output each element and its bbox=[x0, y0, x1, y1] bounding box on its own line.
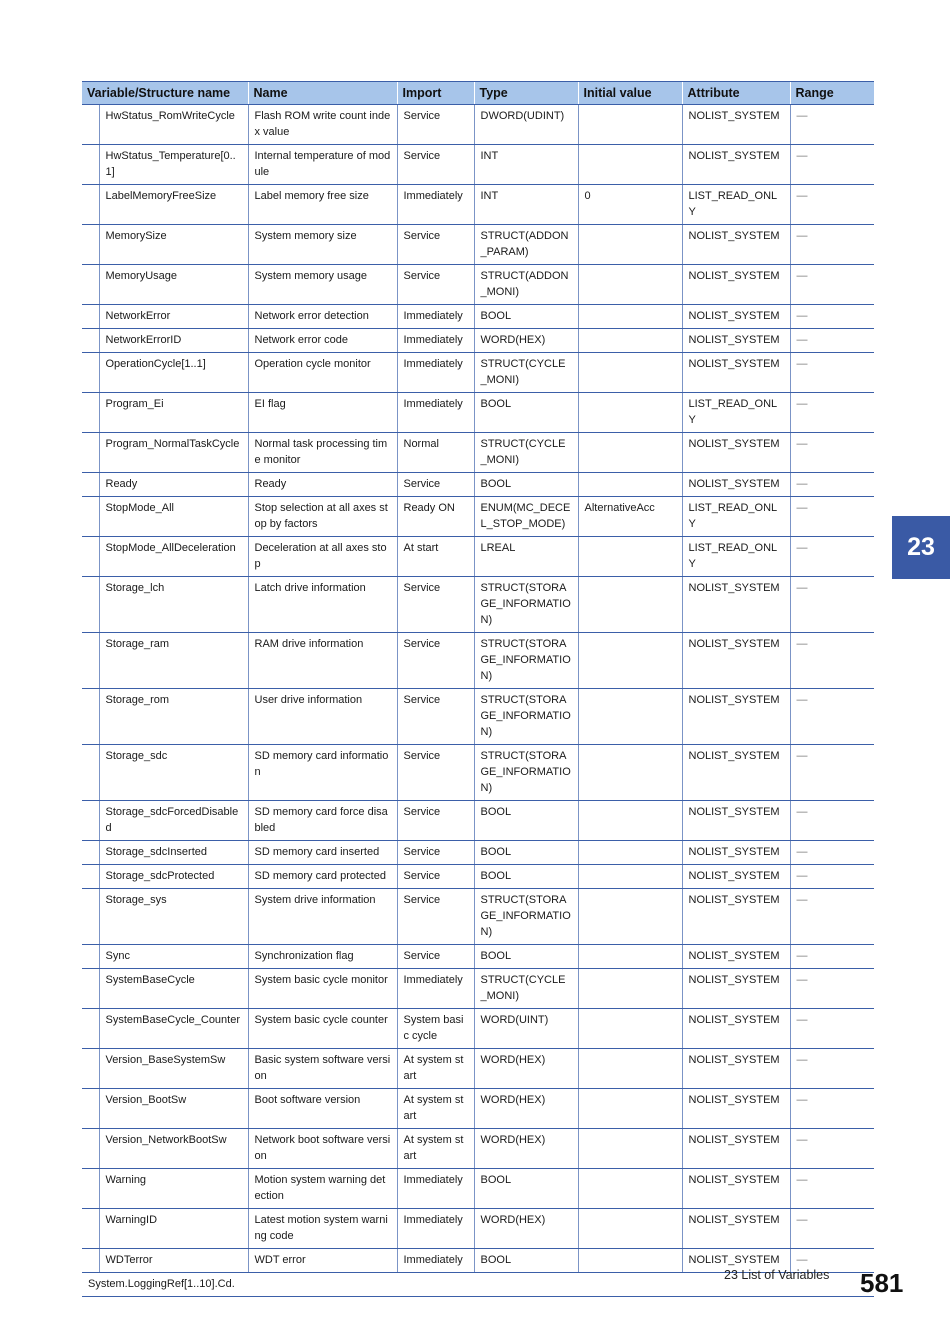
cell-initial-value bbox=[578, 145, 682, 185]
cell-import: At system start bbox=[397, 1089, 474, 1129]
cell-type: BOOL bbox=[474, 801, 578, 841]
cell-variable-name: Version_BaseSystemSw bbox=[99, 1049, 248, 1089]
row-indent bbox=[82, 1129, 99, 1169]
cell-import: Service bbox=[397, 745, 474, 801]
cell-initial-value: 0 bbox=[578, 185, 682, 225]
cell-variable-name: Program_Ei bbox=[99, 393, 248, 433]
cell-type: STRUCT(CYCLE_MONI) bbox=[474, 969, 578, 1009]
table-row bbox=[82, 145, 874, 185]
cell-initial-value bbox=[578, 353, 682, 393]
row-indent bbox=[82, 1009, 99, 1049]
cell-name: Internal temperature of module bbox=[248, 145, 397, 185]
cell-variable-name: Storage_lch bbox=[99, 577, 248, 633]
cell-import: Service bbox=[397, 689, 474, 745]
cell-import: Service bbox=[397, 473, 474, 497]
table-header-row bbox=[82, 82, 874, 105]
row-indent bbox=[82, 577, 99, 633]
cell-name: Stop selection at all axes stop by factors bbox=[248, 497, 397, 537]
cell-variable-name: SystemBaseCycle bbox=[99, 969, 248, 1009]
cell-type: BOOL bbox=[474, 865, 578, 889]
cell-type: WORD(HEX) bbox=[474, 1049, 578, 1089]
cell-initial-value bbox=[578, 433, 682, 473]
table-row bbox=[82, 393, 874, 433]
cell-name: SD memory card inserted bbox=[248, 841, 397, 865]
cell-initial-value bbox=[578, 537, 682, 577]
row-indent bbox=[82, 265, 99, 305]
cell-range: — bbox=[790, 889, 874, 945]
row-indent bbox=[82, 1249, 99, 1273]
cell-variable-name: NetworkError bbox=[99, 305, 248, 329]
cell-import: At system start bbox=[397, 1049, 474, 1089]
row-indent bbox=[82, 633, 99, 689]
cell-initial-value bbox=[578, 105, 682, 145]
cell-attribute: NOLIST_SYSTEM bbox=[682, 225, 790, 265]
cell-initial-value bbox=[578, 1249, 682, 1273]
cell-initial-value bbox=[578, 393, 682, 433]
cell-import: Normal bbox=[397, 433, 474, 473]
cell-type: BOOL bbox=[474, 305, 578, 329]
cell-import: Immediately bbox=[397, 329, 474, 353]
cell-type: BOOL bbox=[474, 945, 578, 969]
cell-initial-value: AlternativeAcc bbox=[578, 497, 682, 537]
cell-attribute: LIST_READ_ONLY bbox=[682, 185, 790, 225]
cell-attribute: NOLIST_SYSTEM bbox=[682, 633, 790, 689]
cell-type: STRUCT(STORAGE_INFORMATION) bbox=[474, 577, 578, 633]
cell-type: LREAL bbox=[474, 537, 578, 577]
table-body bbox=[82, 105, 874, 1273]
table-row bbox=[82, 473, 874, 497]
row-indent bbox=[82, 1209, 99, 1249]
cell-attribute: NOLIST_SYSTEM bbox=[682, 865, 790, 889]
cell-name: Normal task processing time monitor bbox=[248, 433, 397, 473]
cell-attribute: NOLIST_SYSTEM bbox=[682, 145, 790, 185]
cell-import: Service bbox=[397, 865, 474, 889]
row-indent bbox=[82, 1169, 99, 1209]
cell-variable-name: OperationCycle[1..1] bbox=[99, 353, 248, 393]
row-indent bbox=[82, 105, 99, 145]
cell-import: At start bbox=[397, 537, 474, 577]
cell-name: Network error code bbox=[248, 329, 397, 353]
footer-chapter-title: 23 List of Variables bbox=[724, 1268, 830, 1282]
cell-import: Service bbox=[397, 945, 474, 969]
row-indent bbox=[82, 865, 99, 889]
cell-import: Immediately bbox=[397, 353, 474, 393]
row-indent bbox=[82, 305, 99, 329]
cell-type: ENUM(MC_DECEL_STOP_MODE) bbox=[474, 497, 578, 537]
cell-variable-name: Program_NormalTaskCycle bbox=[99, 433, 248, 473]
cell-type: BOOL bbox=[474, 841, 578, 865]
table-row bbox=[82, 689, 874, 745]
row-indent bbox=[82, 945, 99, 969]
table-row bbox=[82, 353, 874, 393]
cell-initial-value bbox=[578, 745, 682, 801]
cell-import: Service bbox=[397, 889, 474, 945]
cell-import: Immediately bbox=[397, 393, 474, 433]
table-row bbox=[82, 433, 874, 473]
cell-import: Service bbox=[397, 265, 474, 305]
cell-range: — bbox=[790, 1129, 874, 1169]
table-row bbox=[82, 265, 874, 305]
cell-name: Boot software version bbox=[248, 1089, 397, 1129]
cell-range: — bbox=[790, 185, 874, 225]
cell-variable-name: Storage_sys bbox=[99, 889, 248, 945]
cell-variable-name: Version_BootSw bbox=[99, 1089, 248, 1129]
row-indent bbox=[82, 801, 99, 841]
cell-variable-name: SystemBaseCycle_Counter bbox=[99, 1009, 248, 1049]
cell-initial-value bbox=[578, 473, 682, 497]
header-type: Type bbox=[474, 82, 578, 105]
cell-attribute: NOLIST_SYSTEM bbox=[682, 329, 790, 353]
cell-initial-value bbox=[578, 577, 682, 633]
cell-name: System drive information bbox=[248, 889, 397, 945]
cell-attribute: NOLIST_SYSTEM bbox=[682, 473, 790, 497]
chapter-tab: 23 bbox=[892, 516, 950, 579]
cell-initial-value bbox=[578, 1129, 682, 1169]
cell-import: Immediately bbox=[397, 305, 474, 329]
cell-name: EI flag bbox=[248, 393, 397, 433]
cell-attribute: NOLIST_SYSTEM bbox=[682, 801, 790, 841]
cell-range: — bbox=[790, 841, 874, 865]
cell-variable-name: MemorySize bbox=[99, 225, 248, 265]
row-indent bbox=[82, 745, 99, 801]
cell-type: BOOL bbox=[474, 393, 578, 433]
cell-name: System memory size bbox=[248, 225, 397, 265]
table-row bbox=[82, 1009, 874, 1049]
cell-range: — bbox=[790, 145, 874, 185]
cell-type: INT bbox=[474, 185, 578, 225]
cell-initial-value bbox=[578, 305, 682, 329]
cell-type: STRUCT(CYCLE_MONI) bbox=[474, 433, 578, 473]
cell-range: — bbox=[790, 329, 874, 353]
cell-range: — bbox=[790, 969, 874, 1009]
cell-import: Service bbox=[397, 633, 474, 689]
row-indent bbox=[82, 145, 99, 185]
cell-variable-name: Storage_rom bbox=[99, 689, 248, 745]
cell-type: STRUCT(ADDON_MONI) bbox=[474, 265, 578, 305]
cell-variable-name: Sync bbox=[99, 945, 248, 969]
cell-import: Immediately bbox=[397, 969, 474, 1009]
cell-attribute: LIST_READ_ONLY bbox=[682, 393, 790, 433]
cell-range: — bbox=[790, 433, 874, 473]
cell-range: — bbox=[790, 865, 874, 889]
table-row bbox=[82, 1049, 874, 1089]
cell-import: System basic cycle bbox=[397, 1009, 474, 1049]
table-row bbox=[82, 225, 874, 265]
cell-name: System memory usage bbox=[248, 265, 397, 305]
cell-variable-name: Ready bbox=[99, 473, 248, 497]
cell-name: Deceleration at all axes stop bbox=[248, 537, 397, 577]
row-indent bbox=[82, 689, 99, 745]
cell-attribute: NOLIST_SYSTEM bbox=[682, 105, 790, 145]
table-row bbox=[82, 633, 874, 689]
cell-range: — bbox=[790, 1249, 874, 1273]
cell-import: Ready ON bbox=[397, 497, 474, 537]
row-indent bbox=[82, 433, 99, 473]
table-row bbox=[82, 945, 874, 969]
cell-name: SD memory card information bbox=[248, 745, 397, 801]
cell-import: Service bbox=[397, 225, 474, 265]
cell-variable-name: LabelMemoryFreeSize bbox=[99, 185, 248, 225]
row-indent bbox=[82, 889, 99, 945]
cell-name: Latch drive information bbox=[248, 577, 397, 633]
table-row bbox=[82, 745, 874, 801]
cell-initial-value bbox=[578, 689, 682, 745]
cell-variable-name: Warning bbox=[99, 1169, 248, 1209]
cell-attribute: NOLIST_SYSTEM bbox=[682, 1129, 790, 1169]
cell-attribute: NOLIST_SYSTEM bbox=[682, 1089, 790, 1129]
cell-attribute: NOLIST_SYSTEM bbox=[682, 1169, 790, 1209]
cell-variable-name: Storage_sdcProtected bbox=[99, 865, 248, 889]
cell-attribute: NOLIST_SYSTEM bbox=[682, 1209, 790, 1249]
cell-name: User drive information bbox=[248, 689, 397, 745]
table-row bbox=[82, 889, 874, 945]
cell-import: At system start bbox=[397, 1129, 474, 1169]
cell-range: — bbox=[790, 265, 874, 305]
row-indent bbox=[82, 497, 99, 537]
cell-range: — bbox=[790, 473, 874, 497]
cell-name: Flash ROM write count index value bbox=[248, 105, 397, 145]
cell-attribute: NOLIST_SYSTEM bbox=[682, 969, 790, 1009]
row-indent bbox=[82, 537, 99, 577]
table-row bbox=[82, 305, 874, 329]
row-indent bbox=[82, 329, 99, 353]
cell-initial-value bbox=[578, 969, 682, 1009]
cell-range: — bbox=[790, 577, 874, 633]
cell-attribute: NOLIST_SYSTEM bbox=[682, 945, 790, 969]
cell-initial-value bbox=[578, 265, 682, 305]
cell-attribute: NOLIST_SYSTEM bbox=[682, 689, 790, 745]
header-range: Range bbox=[790, 82, 874, 105]
cell-range: — bbox=[790, 353, 874, 393]
cell-attribute: NOLIST_SYSTEM bbox=[682, 1049, 790, 1089]
cell-name: Label memory free size bbox=[248, 185, 397, 225]
cell-name: Latest motion system warning code bbox=[248, 1209, 397, 1249]
cell-range: — bbox=[790, 1049, 874, 1089]
table-row bbox=[82, 185, 874, 225]
table-row bbox=[82, 1089, 874, 1129]
cell-variable-name: StopMode_All bbox=[99, 497, 248, 537]
cell-variable-name: Storage_sdcInserted bbox=[99, 841, 248, 865]
cell-variable-name: MemoryUsage bbox=[99, 265, 248, 305]
cell-name: WDT error bbox=[248, 1249, 397, 1273]
cell-variable-name: WDTerror bbox=[99, 1249, 248, 1273]
row-indent bbox=[82, 353, 99, 393]
cell-name: Network error detection bbox=[248, 305, 397, 329]
cell-type: BOOL bbox=[474, 1249, 578, 1273]
table-row bbox=[82, 865, 874, 889]
cell-variable-name: HwStatus_RomWriteCycle bbox=[99, 105, 248, 145]
cell-range: — bbox=[790, 745, 874, 801]
row-indent bbox=[82, 185, 99, 225]
cell-range: — bbox=[790, 497, 874, 537]
cell-attribute: LIST_READ_ONLY bbox=[682, 537, 790, 577]
cell-range: — bbox=[790, 633, 874, 689]
header-initial-value: Initial value bbox=[578, 82, 682, 105]
cell-attribute: NOLIST_SYSTEM bbox=[682, 1249, 790, 1273]
cell-name: Ready bbox=[248, 473, 397, 497]
cell-range: — bbox=[790, 305, 874, 329]
cell-import: Immediately bbox=[397, 185, 474, 225]
cell-attribute: NOLIST_SYSTEM bbox=[682, 745, 790, 801]
cell-range: — bbox=[790, 225, 874, 265]
cell-name: Network boot software version bbox=[248, 1129, 397, 1169]
cell-initial-value bbox=[578, 801, 682, 841]
cell-initial-value bbox=[578, 1209, 682, 1249]
cell-initial-value bbox=[578, 865, 682, 889]
row-indent bbox=[82, 473, 99, 497]
cell-import: Immediately bbox=[397, 1209, 474, 1249]
cell-initial-value bbox=[578, 945, 682, 969]
cell-range: — bbox=[790, 1209, 874, 1249]
cell-name: Basic system software version bbox=[248, 1049, 397, 1089]
cell-variable-name: HwStatus_Temperature[0..1] bbox=[99, 145, 248, 185]
row-indent bbox=[82, 1049, 99, 1089]
page-number: 581 bbox=[860, 1268, 904, 1298]
cell-name: Operation cycle monitor bbox=[248, 353, 397, 393]
cell-type: WORD(HEX) bbox=[474, 329, 578, 353]
cell-attribute: NOLIST_SYSTEM bbox=[682, 305, 790, 329]
cell-initial-value bbox=[578, 329, 682, 353]
cell-range: — bbox=[790, 689, 874, 745]
cell-attribute: NOLIST_SYSTEM bbox=[682, 889, 790, 945]
cell-range: — bbox=[790, 105, 874, 145]
cell-initial-value bbox=[578, 889, 682, 945]
table-row bbox=[82, 801, 874, 841]
cell-variable-name: Version_NetworkBootSw bbox=[99, 1129, 248, 1169]
table-row bbox=[82, 969, 874, 1009]
table-row bbox=[82, 1209, 874, 1249]
cell-name: RAM drive information bbox=[248, 633, 397, 689]
cell-type: STRUCT(STORAGE_INFORMATION) bbox=[474, 633, 578, 689]
cell-type: BOOL bbox=[474, 473, 578, 497]
cell-attribute: NOLIST_SYSTEM bbox=[682, 353, 790, 393]
cell-range: — bbox=[790, 1009, 874, 1049]
cell-type: INT bbox=[474, 145, 578, 185]
cell-attribute: NOLIST_SYSTEM bbox=[682, 841, 790, 865]
cell-name: SD memory card force disabled bbox=[248, 801, 397, 841]
cell-initial-value bbox=[578, 225, 682, 265]
cell-type: DWORD(UDINT) bbox=[474, 105, 578, 145]
cell-range: — bbox=[790, 945, 874, 969]
header-name: Name bbox=[248, 82, 397, 105]
cell-name: Synchronization flag bbox=[248, 945, 397, 969]
cell-name: SD memory card protected bbox=[248, 865, 397, 889]
cell-variable-name: WarningID bbox=[99, 1209, 248, 1249]
cell-initial-value bbox=[578, 1089, 682, 1129]
cell-range: — bbox=[790, 537, 874, 577]
header-variable-structure-name: Variable/Structure name bbox=[82, 82, 248, 105]
cell-range: — bbox=[790, 1089, 874, 1129]
row-indent bbox=[82, 225, 99, 265]
cell-range: — bbox=[790, 1169, 874, 1209]
cell-type: WORD(UINT) bbox=[474, 1009, 578, 1049]
cell-variable-name: NetworkErrorID bbox=[99, 329, 248, 353]
cell-attribute: NOLIST_SYSTEM bbox=[682, 265, 790, 305]
cell-attribute: NOLIST_SYSTEM bbox=[682, 433, 790, 473]
cell-name: Motion system warning detection bbox=[248, 1169, 397, 1209]
cell-type: STRUCT(CYCLE_MONI) bbox=[474, 353, 578, 393]
table-row bbox=[82, 841, 874, 865]
cell-initial-value bbox=[578, 841, 682, 865]
cell-name: System basic cycle counter bbox=[248, 1009, 397, 1049]
row-indent bbox=[82, 393, 99, 433]
cell-range: — bbox=[790, 393, 874, 433]
table-row bbox=[82, 577, 874, 633]
table-row bbox=[82, 329, 874, 353]
row-indent bbox=[82, 969, 99, 1009]
header-import: Import bbox=[397, 82, 474, 105]
cell-type: WORD(HEX) bbox=[474, 1089, 578, 1129]
cell-import: Service bbox=[397, 841, 474, 865]
row-indent bbox=[82, 1089, 99, 1129]
table-row bbox=[82, 1129, 874, 1169]
cell-attribute: NOLIST_SYSTEM bbox=[682, 577, 790, 633]
cell-type: STRUCT(STORAGE_INFORMATION) bbox=[474, 745, 578, 801]
cell-import: Immediately bbox=[397, 1249, 474, 1273]
table-row bbox=[82, 105, 874, 145]
footer-structure-path: System.LoggingRef[1..10].Cd. bbox=[82, 1273, 874, 1297]
cell-type: WORD(HEX) bbox=[474, 1209, 578, 1249]
cell-name: System basic cycle monitor bbox=[248, 969, 397, 1009]
cell-variable-name: Storage_ram bbox=[99, 633, 248, 689]
cell-attribute: LIST_READ_ONLY bbox=[682, 497, 790, 537]
cell-type: STRUCT(ADDON_PARAM) bbox=[474, 225, 578, 265]
cell-initial-value bbox=[578, 1009, 682, 1049]
cell-type: WORD(HEX) bbox=[474, 1129, 578, 1169]
table-row bbox=[82, 537, 874, 577]
cell-initial-value bbox=[578, 633, 682, 689]
cell-variable-name: Storage_sdc bbox=[99, 745, 248, 801]
cell-type: STRUCT(STORAGE_INFORMATION) bbox=[474, 889, 578, 945]
cell-import: Immediately bbox=[397, 1169, 474, 1209]
cell-initial-value bbox=[578, 1049, 682, 1089]
cell-variable-name: StopMode_AllDeceleration bbox=[99, 537, 248, 577]
cell-type: BOOL bbox=[474, 1169, 578, 1209]
cell-type: STRUCT(STORAGE_INFORMATION) bbox=[474, 689, 578, 745]
variable-table bbox=[82, 81, 874, 1297]
cell-initial-value bbox=[578, 1169, 682, 1209]
cell-import: Service bbox=[397, 577, 474, 633]
row-indent bbox=[82, 841, 99, 865]
cell-import: Service bbox=[397, 145, 474, 185]
table-row bbox=[82, 497, 874, 537]
cell-import: Service bbox=[397, 801, 474, 841]
cell-attribute: NOLIST_SYSTEM bbox=[682, 1009, 790, 1049]
cell-import: Service bbox=[397, 105, 474, 145]
table-row bbox=[82, 1169, 874, 1209]
cell-variable-name: Storage_sdcForcedDisabled bbox=[99, 801, 248, 841]
cell-range: — bbox=[790, 801, 874, 841]
header-attribute: Attribute bbox=[682, 82, 790, 105]
